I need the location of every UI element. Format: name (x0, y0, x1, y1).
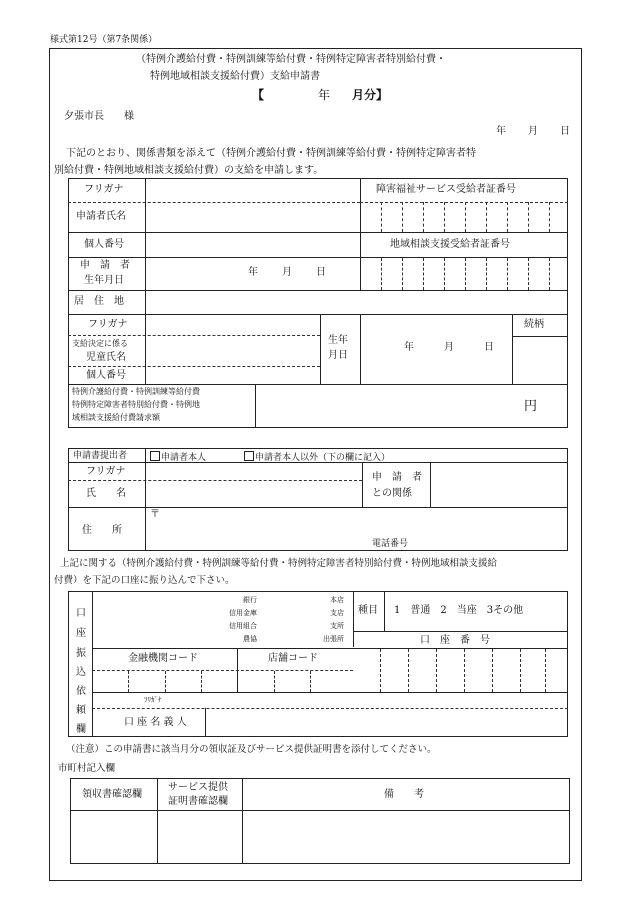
child-birth-day: 日 (484, 342, 494, 353)
submitter-option-other[interactable]: 申請者本人以外（下の欄に記入） (244, 451, 390, 463)
child-my-number-label: 個人番号 (86, 370, 126, 381)
child-birth-month: 月 (444, 342, 454, 353)
bank-side-char-6: 頼 (76, 705, 86, 716)
child-birth-label-2: 月日 (328, 350, 348, 361)
relation-label: 続柄 (524, 319, 544, 330)
date-year: 年 (496, 126, 506, 137)
account-kind-label: 種目 (358, 605, 378, 616)
bank-type-kumiai: 信用組合 (229, 622, 257, 630)
amount-label-1: 特例介護給付費・特例訓練等給付費 (72, 387, 200, 396)
child-name-label-2: 児童氏名 (86, 352, 126, 363)
service-cert-label-2: 証明書確認欄 (168, 796, 228, 807)
bank-side-char-5: 依 (76, 686, 86, 697)
applicant-birth-label-1: 申 請 者 (80, 260, 130, 271)
regional-cert-label: 地域相談支援受給者証番号 (390, 239, 510, 250)
bank-type-nokyo: 農協 (243, 635, 257, 643)
bank-type-shinkin: 信用金庫 (229, 609, 257, 617)
attachment-note: （注意）この申請書に該当月分の領収証及びサービス提供証明書を添付してください。 (66, 744, 437, 755)
bank-side-char-1: 口 (76, 608, 86, 619)
amount-field[interactable] (256, 385, 567, 427)
submitter-relation-label-1: 申 請 者 (372, 472, 422, 483)
regional-cert-field[interactable] (361, 258, 567, 289)
date-day: 日 (560, 126, 570, 137)
applicant-my-number-field[interactable] (146, 233, 359, 256)
remarks-field[interactable] (243, 811, 569, 863)
holder-label: 口 座 名 義 人 (124, 717, 187, 728)
submitter-address-field[interactable] (146, 508, 567, 550)
form-title-line2: 特例地域相談支援給付費）支給申請書 (150, 71, 320, 82)
office-section-title: 市町村記入欄 (58, 763, 116, 774)
child-birth-label-1: 生年 (328, 335, 348, 346)
remarks-label: 備 考 (384, 789, 424, 800)
branch-type-shisho: 支所 (330, 622, 344, 630)
checkbox-icon[interactable] (150, 451, 160, 461)
form-code: 様式第12号（第7条関係） (50, 35, 158, 45)
address-label: 居 住 地 (74, 296, 124, 307)
child-name-field[interactable] (146, 315, 319, 383)
amount-label-3: 域相談支援給付費請求額 (72, 413, 160, 422)
relation-field[interactable] (513, 337, 567, 383)
receipt-check-label: 領収書確認欄 (82, 789, 142, 800)
welfare-cert-field[interactable] (361, 203, 567, 231)
applicant-birth-year: 年 (248, 267, 258, 278)
submitter-address-label: 住 所 (82, 525, 122, 536)
submitter-name-field[interactable] (146, 463, 361, 506)
transfer-text-1: 上記に関する（特例介護給付費・特例訓練等給付費・特例特定障害者特別給付費・特例地域相談支援給 (60, 558, 498, 569)
bank-side-char-2: 座 (76, 628, 86, 639)
receipt-check-field[interactable] (71, 811, 156, 863)
service-cert-label-1: サービス提供 (168, 782, 228, 793)
holder-furigana-label: ﾌﾘｶﾞﾅ (144, 696, 162, 704)
period-month: 月分】 (352, 88, 389, 102)
submitter-name-label: 氏 名 (86, 488, 126, 499)
addressee: 夕張市長 様 (64, 111, 134, 122)
holder-name-field[interactable] (206, 709, 567, 736)
submitter-relation-field[interactable] (431, 463, 567, 506)
submitter-relation-label-2: との関係 (372, 488, 412, 499)
branch-type-shucchojo: 出張所 (323, 635, 344, 643)
child-name-label-1: 支給決定に係る (72, 339, 128, 348)
bank-side-char-7: 欄 (76, 724, 86, 735)
branch-type-shiten: 支店 (330, 609, 344, 617)
submitter-label: 申請書提出者 (73, 451, 128, 461)
postal-mark: 〒 (150, 509, 160, 520)
applicant-furigana-label: フリガナ (84, 184, 124, 195)
intro-line2: 別給付費・特例地域相談支援給付費）の支給を申請します。 (54, 165, 324, 176)
account-kind-options[interactable]: 1 普通 2 当座 3その他 (394, 605, 524, 616)
branch-name-field[interactable] (262, 592, 320, 647)
amount-label-2: 特例特定障害者特別給付費・特例地 (72, 400, 200, 409)
period-bracket-open: 【 (252, 88, 265, 102)
child-furigana-label: フリガナ (88, 319, 128, 330)
applicant-furigana-field[interactable] (146, 179, 359, 201)
welfare-cert-label: 障害福祉サービス受給者証番号 (376, 184, 516, 195)
child-birth-year: 年 (404, 342, 414, 353)
account-number-field[interactable] (354, 649, 567, 691)
bank-side-char-3: 振 (76, 648, 86, 659)
address-field[interactable] (146, 291, 567, 313)
yen-unit: 円 (524, 399, 538, 414)
applicant-birth-day: 日 (316, 267, 326, 278)
applicant-name-field[interactable] (146, 203, 359, 231)
period-year: 年 (318, 88, 331, 102)
applicant-birth-month: 月 (282, 267, 292, 278)
bank-side-char-4: 込 (76, 667, 86, 678)
submitter-option-self[interactable]: 申請者本人 (150, 451, 206, 463)
branch-type-honten: 本店 (330, 596, 344, 604)
branch-code-label: 店舗コード (268, 653, 318, 664)
submitter-furigana-label: フリガナ (86, 466, 126, 477)
applicant-birth-label-2: 生年月日 (84, 275, 124, 286)
account-number-label: 口 座 番 号 (420, 635, 490, 646)
applicant-name-label: 申請者氏名 (76, 211, 126, 222)
service-cert-field[interactable] (158, 811, 241, 863)
bank-type-bank: 銀行 (243, 596, 257, 604)
phone-label: 電話番号 (372, 539, 409, 549)
date-month: 月 (528, 126, 538, 137)
bank-code-label: 金融機関コード (128, 653, 198, 664)
intro-line1: 下記のとおり、関係書類を添えて（特例介護給付費・特例訓練等給付費・特例特定障害者特 (66, 148, 476, 159)
transfer-text-2: 付費）を下記の口座に振り込んで下さい。 (54, 575, 235, 586)
form-title-line1: （特例介護給付費・特例訓練等給付費・特例特定障害者特別給付費・ (136, 54, 446, 65)
applicant-my-number-label: 個人番号 (84, 239, 124, 250)
checkbox-icon[interactable] (244, 451, 254, 461)
bank-name-field[interactable] (93, 592, 223, 647)
